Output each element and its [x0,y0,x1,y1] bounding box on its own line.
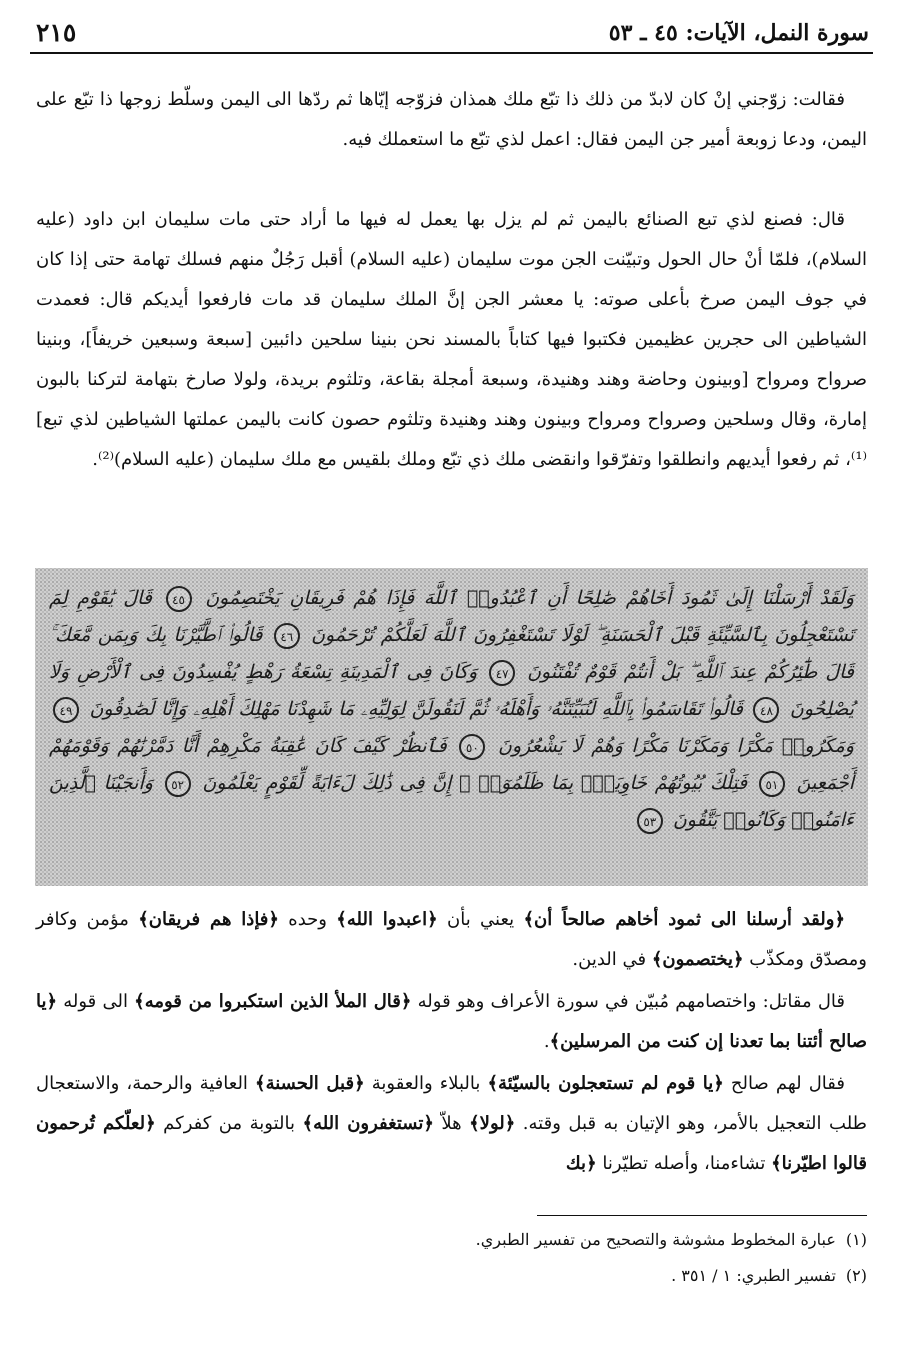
verse-text: وَلَقَدْ أَرْسَلْنَا إِلَىٰ ثَمُودَ أَخَاهُمْ صَٰلِحًا أَنِ ٱعْبُدُوا۟ ٱللَّهَ فَإِذَا هُمْ فَرِيقَانِ يَخْتَصِمُونَ [195,587,854,609]
quran-verses-box [35,568,868,886]
page-number: ٢١٥ [36,18,77,47]
ayah-number-marker: ٥١ [759,771,785,797]
verse-text: قَالُوا۟ تَقَاسَمُوا۟ بِٱللَّهِ لَنُبَيِّتَنَّهُۥ وَأَهْلَهُۥ ثُمَّ لَنَقُولَنَّ لِوَلِيِّهِۦ مَا شَهِدْنَا مَهْلِكَ أَهْلِهِۦ وَإِنَّا لَصَٰدِقُونَ [83,698,744,720]
commentary-text: يعني بأن [437,909,524,930]
ayah-number-marker: ٤٨ [753,697,779,723]
footnote-1 [36,1222,867,1258]
verse-text: فَتِلْكَ بُيُوتُهُمْ خَاوِيَةًۢ بِمَا ظَلَمُوٓا۟ ۗ إِنَّ فِى ذَٰلِكَ لَءَايَةً لِّقَوْمٍ يَعْلَمُونَ [194,772,748,794]
commentary-text: العافية والرحمة، والاستعجال طلب التعجيل بالأمر، وهو الإتيان به قبل وقته. [36,1073,867,1134]
quoted-verse: ﴿تستغفرون الله﴾ [302,1113,434,1134]
footnote-2 [36,1258,867,1294]
running-title: سورة النمل، الآيات: ٤٥ ـ ٥٣ [608,20,869,46]
commentary-text: بالتوبة من كفركم [155,1113,303,1134]
quoted-verse: ﴿فإذا هم فريقان﴾ [138,909,279,930]
ayah-number-marker: ٥٣ [637,808,663,834]
footnotes [36,1222,867,1294]
footnote-text: تفسير الطبري: ١ / ٣٥١ . [671,1266,836,1285]
verse-text: قَالَ يَٰقَوْمِ لِمَ تَسْتَعْجِلُونَ بِٱلسَّيِّئَةِ قَبْلَ ٱلْحَسَنَةِ ۖ لَوْلَا تَسْتَغْفِرُونَ ٱللَّهَ لَعَلَّكُمْ تُرْحَمُونَ [49,587,854,646]
ayah-number-marker: ٥٠ [459,734,485,760]
quoted-verse: ﴿يا صالح أئتنا بما تعدنا إن كنت من المرسلين﴾ [36,991,867,1052]
footnote-number: (١) [845,1230,867,1249]
commentary-text: هلاّ [433,1113,470,1134]
quoted-verse: ﴿قبل الحسنة﴾ [255,1073,365,1094]
page-header [30,14,873,54]
commentary-paragraph-1 [36,900,867,980]
commentary-text: بالبلاء والعقوبة [364,1073,488,1094]
verse-text: فَٱنظُرْ كَيْفَ كَانَ عَٰقِبَةُ مَكْرِهِمْ أَنَّا دَمَّرْنَٰهُمْ وَقَوْمَهُمْ أَجْمَعِينَ [49,735,854,794]
verse-text: وَمَكَرُوا۟ مَكْرًا وَمَكَرْنَا مَكْرًا وَهُمْ لَا يَشْعُرُونَ [489,735,855,757]
quran-verses-text [49,580,854,839]
commentary-paragraph-2 [36,982,867,1062]
quoted-verse: ﴿ولقد أرسلنا الى ثمود أخاهم صالحاً أن﴾ [523,909,845,930]
ayah-number-marker: ٤٧ [489,660,515,686]
quoted-verse: ﴿يختصمون﴾ [651,949,744,970]
quoted-verse: ﴿اعبدوا الله﴾ [336,909,438,930]
commentary-text: تشاءمنا، وأصله تطيّرنا [596,1153,772,1174]
verse-text: وَأَنجَيْنَا ٱلَّذِينَ ءَامَنُوا۟ وَكَانُوا۟ يَتَّقُونَ [49,772,854,831]
commentary-text: الى قوله [57,991,135,1012]
ayah-number-marker: ٤٥ [166,586,192,612]
commentary-text: وحده [278,909,337,930]
footnote-number: (٢) [845,1266,867,1285]
quoted-verse: ﴿قال الملأ الذين استكبروا من قومه﴾ [134,991,412,1012]
verse-text: قَالُوا۟ ٱطَّيَّرْنَا بِكَ وَبِمَن مَّعَكَ ۚ قَالَ طَٰٓئِرُكُمْ عِندَ ٱللَّهِ ۖ بَلْ أَنتُمْ قَوْمٌ تُفْتَنُونَ [49,624,854,683]
commentary-text: مؤمن وكافر ومصدّق ومكذّب [36,909,867,970]
paragraph-1: فقالت: زوّجني إنْ كان لابدّ من ذلك ذا تبّع ملك همذان فزوّجه إيّاها ثم ردّها الى اليمن وسلّط زوجها ذا تبّع على اليمن، ودعا زوبعة أمير جن اليمن فقال: اعمل لذي تبّع ما استعملك فيه. [36,89,867,150]
ayah-number-marker: ٥٢ [165,771,191,797]
commentary-paragraph-3 [36,1064,867,1184]
footnote-divider [537,1215,867,1216]
paragraph-2: قال: فصنع لذي تبع الصنائع باليمن ثم لم يزل بها يعمل له فيها ما أراد حتى مات سليمان ابن داود (عليه السلام)، فلمّا أنْ حال الحول وتبيّنت الجن موت سليمان (عليه السلام) أقبل رَجُلٌ منهم فسلك تهامة حتى إذا كان في جوف اليمن صرخ بأعلى صوته: يا معشر الجن إنَّ الملك سليمان قد مات فارفعوا أيديكم قال: فعمدت الشياطين الى حجرين عظيمين فكتبوا فيها كتاباً بالمسند نحن بنينا سلحين دائبين [سبعة وسبعين خريفاً]، وبنينا صرواح ومرواح [وبينون وحاضة وهند وهنيدة، وسبعة أمجلة بقاعة، وتلثوم بريدة، ولولا صارخ بتهامة لتركنا بالبون إمارة، وقال وسلحين وصرواح ومرواح وبينون وهند وهنيدة وتلثوم حصون كانت باليمن عملتها الشياطين لذي تبع]⁽¹⁾، ثم رفعوا أيديهم وانطلقوا وتفرّقوا وانقضى ملك ذي تبّع وملك بلقيس مع ملك سليمان (عليه السلام)⁽²⁾. [36,209,868,470]
commentary-text: فقال لهم صالح [723,1073,845,1094]
quoted-verse: ﴿لولا﴾ [469,1113,516,1134]
ayah-number-marker: ٤٩ [53,697,79,723]
commentary-text: في الدين. [572,949,652,970]
verse-text: وَكَانَ فِى ٱلْمَدِينَةِ تِسْعَةُ رَهْطٍ يُفْسِدُونَ فِى ٱلْأَرْضِ وَلَا يُصْلِحُونَ [49,661,854,720]
ayah-number-marker: ٤٦ [274,623,300,649]
quoted-verse: ﴿بك [565,1153,597,1174]
quoted-verse: ﴿لعلّكم تُرحمون قالوا اطيّرنا﴾ [36,1113,867,1174]
footnote-text: عبارة المخطوط مشوشة والتصحيح من تفسير الطبري. [475,1230,836,1249]
quoted-verse: ﴿يا قوم لم تستعجلون بالسيّئة﴾ [487,1073,724,1094]
commentary-text: . [543,1031,550,1052]
commentary-text: قال مقاتل: واختصامهم مُبيّن في سورة الأعراف وهو قوله [411,991,845,1012]
